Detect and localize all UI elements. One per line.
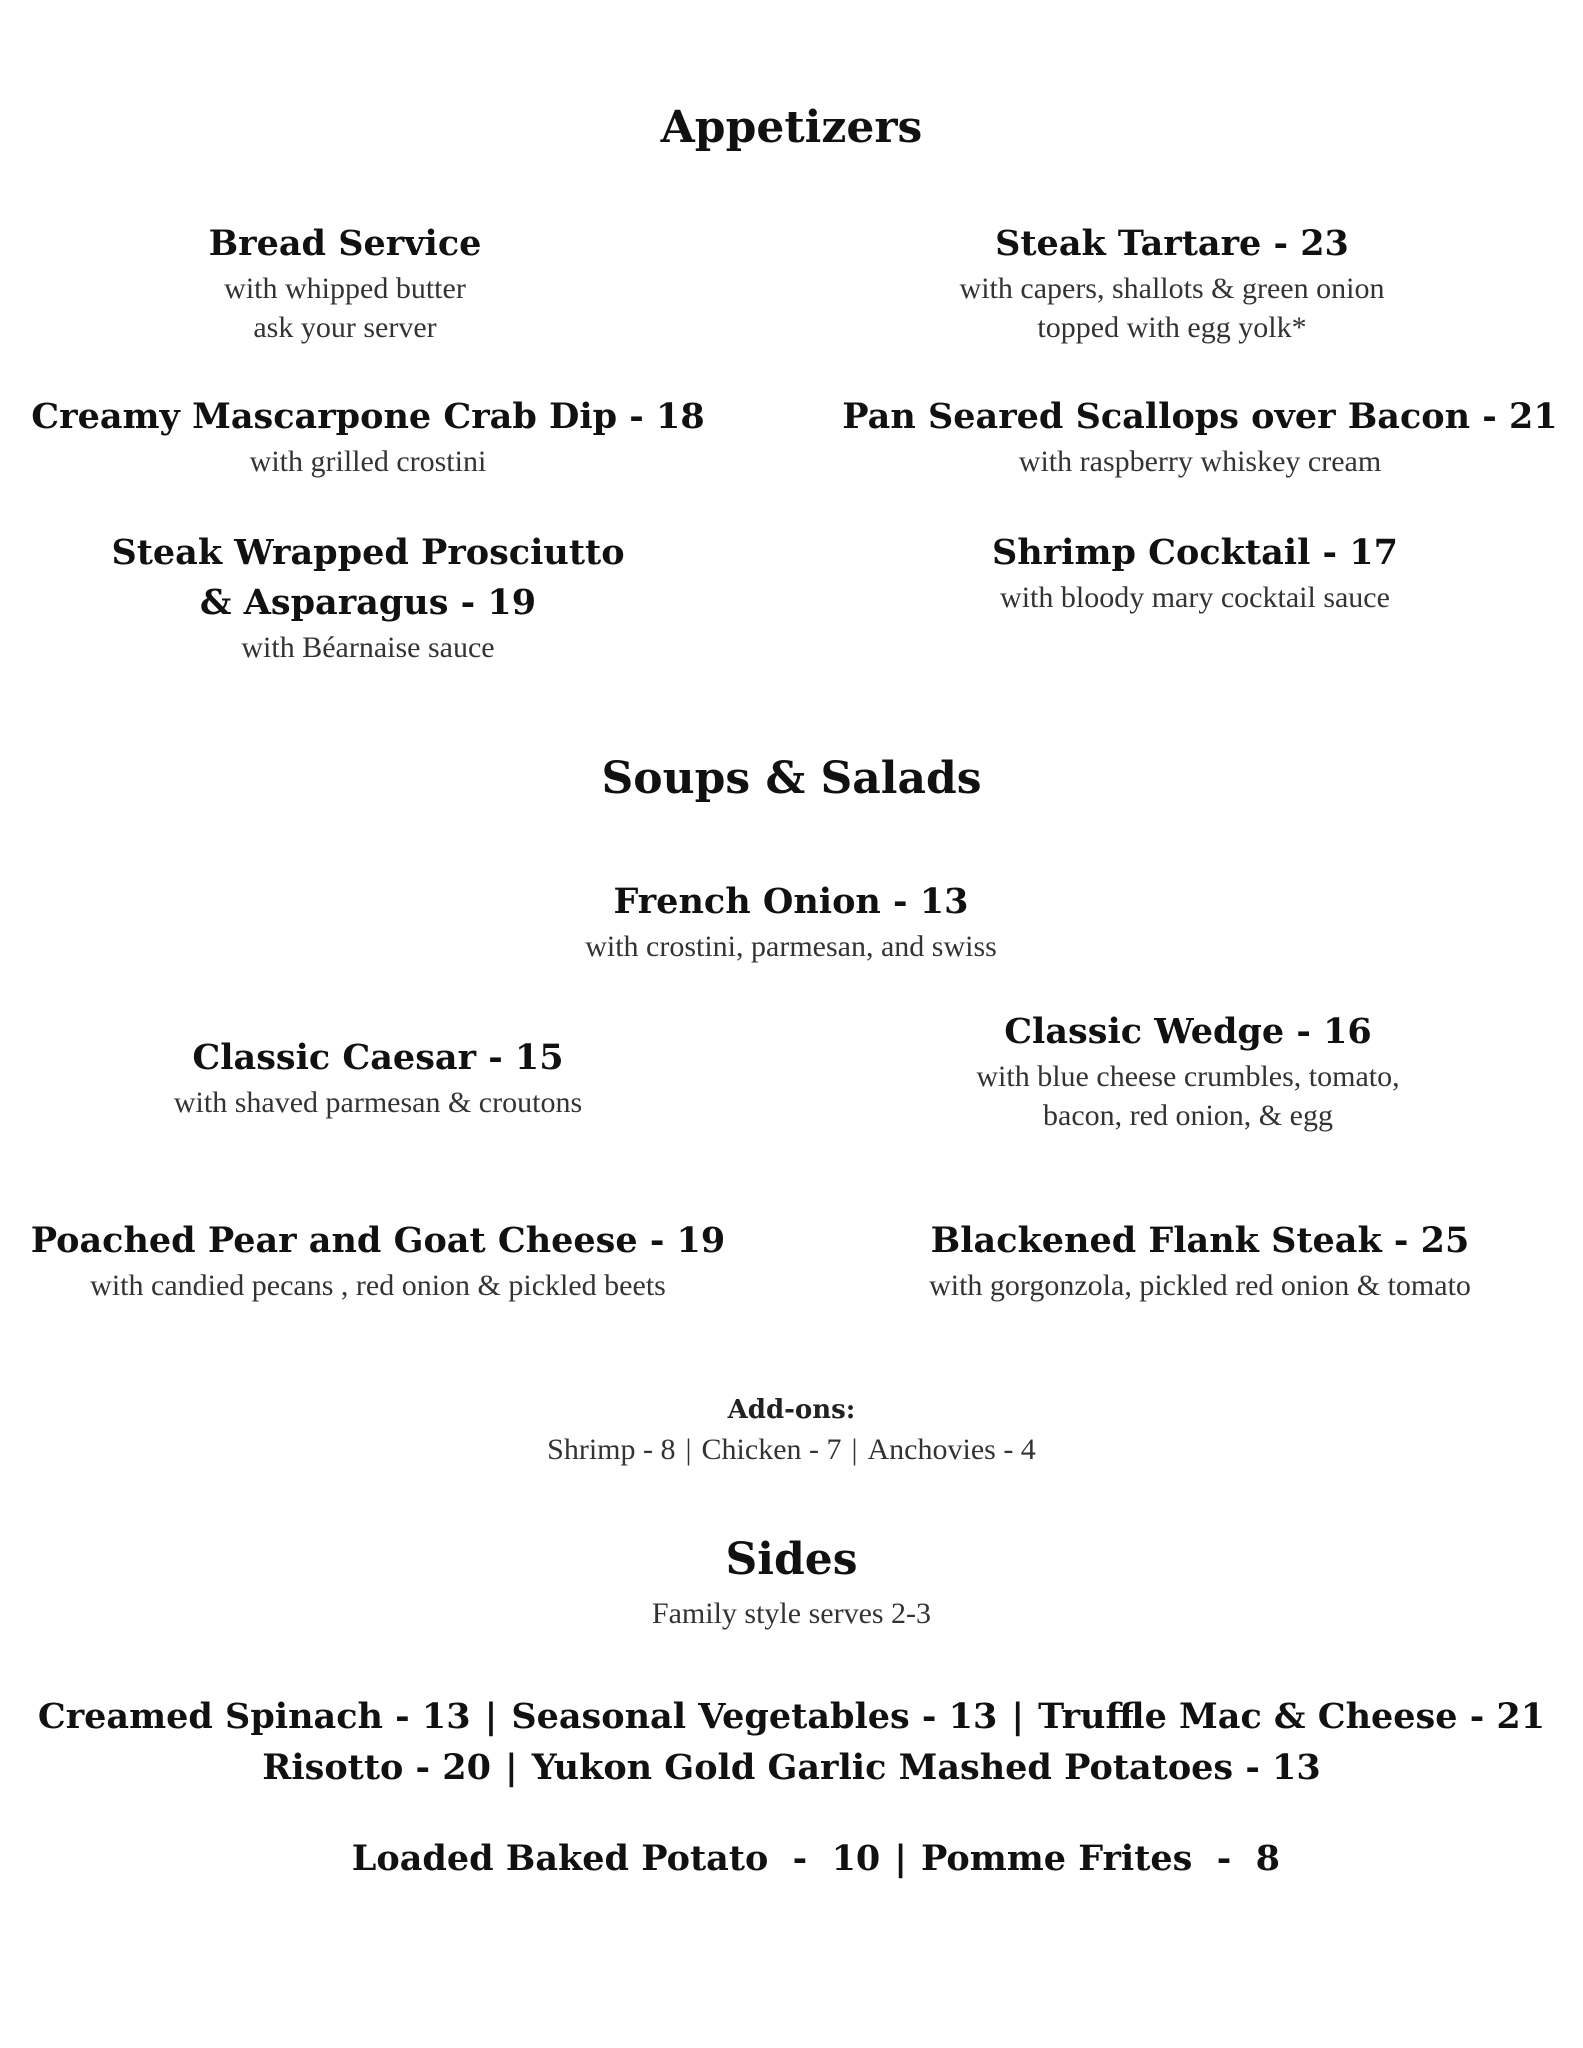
menu-item-classic-wedge: [976, 1007, 1399, 1135]
item-name: Steak Tartare - 23: [995, 223, 1349, 264]
addons-label: Add-ons:: [727, 1395, 856, 1425]
menu-item-bread-service: [209, 219, 482, 347]
separator: |: [894, 1838, 908, 1879]
side-item: Seasonal Vegetables - 13: [511, 1696, 998, 1737]
menu-item-french-onion: [585, 877, 997, 966]
sides-line: [0, 1747, 1583, 1788]
menu-item-poached-pear: [31, 1216, 726, 1305]
item-description: with candied pecans , red onion & pickled beets: [90, 1269, 666, 1302]
separator: |: [504, 1747, 518, 1788]
item-name: Steak Wrapped Prosciutto: [111, 532, 625, 573]
item-description: with grilled crostini: [249, 445, 487, 478]
item-name: Creamy Mascarpone Crab Dip - 18: [31, 396, 705, 437]
addon-item: Chicken - 7: [701, 1433, 842, 1466]
side-item: Truffle Mac & Cheese - 21: [1038, 1696, 1546, 1737]
side-item: Risotto - 20: [262, 1747, 491, 1788]
sides-heading: Sides: [725, 1534, 858, 1585]
item-description: with Béarnaise sauce: [241, 631, 495, 664]
soups-salads-heading: Soups & Salads: [601, 753, 982, 804]
item-description: with whipped butter: [224, 272, 466, 305]
separator: |: [851, 1433, 858, 1466]
item-name: Bread Service: [208, 223, 482, 264]
menu-item-crab-dip: [31, 392, 704, 481]
menu-item-shrimp-cocktail: [992, 528, 1398, 617]
addon-item: Anchovies - 4: [867, 1433, 1036, 1466]
item-name: Shrimp Cocktail - 17: [992, 532, 1398, 573]
item-name: Pan Seared Scallops over Bacon - 21: [842, 396, 1558, 437]
menu-item-blackened-flank-steak: [929, 1216, 1471, 1305]
separator: |: [1011, 1696, 1025, 1737]
item-description: with bloody mary cocktail sauce: [1000, 581, 1390, 614]
item-name: Classic Wedge - 16: [1004, 1011, 1372, 1052]
sides-line: [0, 1797, 1583, 1920]
item-description: with crostini, parmesan, and swiss: [585, 930, 997, 963]
separator: |: [484, 1696, 498, 1737]
menu-item-seared-scallops: [842, 392, 1557, 481]
item-name: Classic Caesar - 15: [192, 1037, 564, 1078]
menu-item-classic-caesar: [174, 1033, 582, 1122]
side-item: Pomme Frites - 8: [921, 1838, 1280, 1879]
menu-item-steak-wrapped-prosciutto: [111, 528, 624, 667]
item-description: ask your server: [253, 311, 437, 344]
side-item: Creamed Spinach - 13: [37, 1696, 471, 1737]
item-description: with raspberry whiskey cream: [1018, 445, 1382, 478]
item-description: with blue cheese crumbles, tomato,: [976, 1060, 1400, 1093]
sides-subtitle: Family style serves 2-3: [651, 1597, 932, 1630]
addons-list: [0, 1433, 1583, 1467]
sides-line: [0, 1696, 1583, 1737]
item-description: with shaved parmesan & croutons: [173, 1086, 583, 1119]
addon-item: Shrimp - 8: [547, 1433, 676, 1466]
item-description: bacon, red onion, & egg: [1043, 1099, 1333, 1132]
item-description: topped with egg yolk*: [1037, 311, 1307, 344]
item-name: Poached Pear and Goat Cheese - 19: [30, 1220, 726, 1261]
side-item: Yukon Gold Garlic Mashed Potatoes - 13: [531, 1747, 1321, 1788]
item-name: Blackened Flank Steak - 25: [930, 1220, 1470, 1261]
item-name: & Asparagus - 19: [199, 582, 537, 623]
appetizers-heading: Appetizers: [660, 102, 923, 153]
separator: |: [685, 1433, 692, 1466]
menu-item-steak-tartare: [960, 219, 1385, 347]
side-item: Loaded Baked Potato - 10: [351, 1838, 881, 1879]
item-name: French Onion - 13: [613, 881, 969, 922]
item-description: with gorgonzola, pickled red onion & tomato: [929, 1269, 1471, 1302]
item-description: with capers, shallots & green onion: [959, 272, 1385, 305]
